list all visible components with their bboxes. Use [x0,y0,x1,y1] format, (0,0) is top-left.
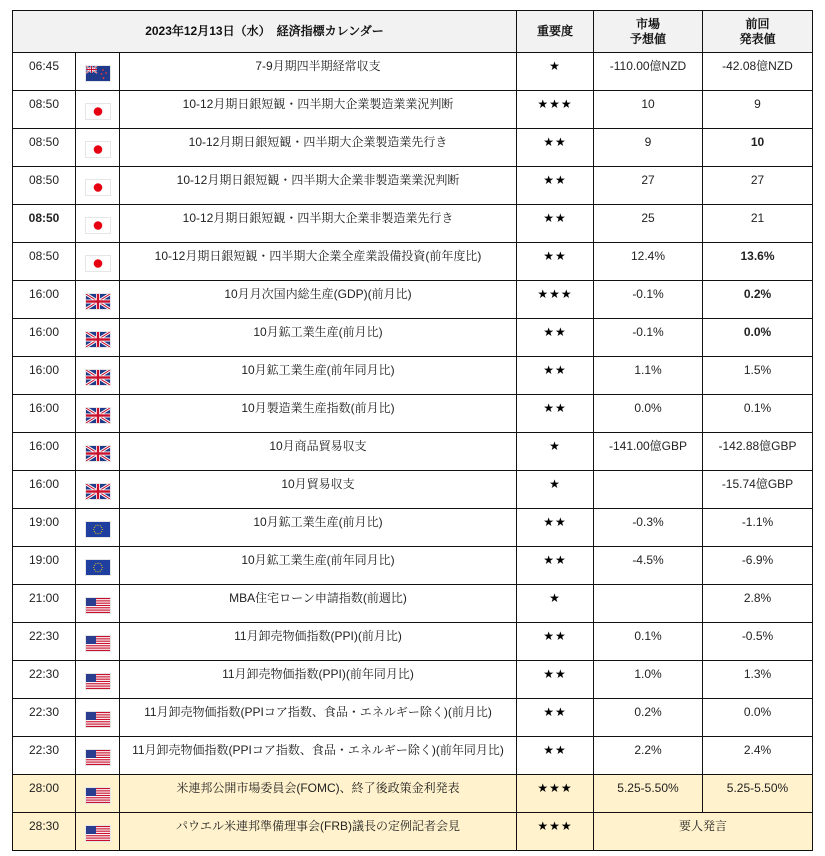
previous-value-text: 21 [750,210,765,225]
forecast-value [594,509,703,547]
event-name-text: 10月鉱工業生産(前月比) [253,325,383,339]
merged-value [594,813,813,851]
importance-stars [517,737,594,775]
forecast-value-text: -141.00億GBP [608,439,688,453]
previous-value-text: 10 [750,134,765,149]
importance-stars [517,813,594,851]
event-time-text: 16:00 [28,400,60,415]
event-name-text: 11月卸売物価指数(PPI)(前月比) [234,629,402,643]
calendar-row [13,623,813,661]
event-time-text: 16:00 [28,438,60,453]
event-name [120,585,517,623]
previous-value [703,509,813,547]
event-time-text: 16:00 [28,476,60,491]
calendar-row [13,699,813,737]
importance-stars [517,775,594,813]
star-icon: ★★ [543,628,567,643]
star-icon: ★★ [543,324,567,339]
forecast-value [594,205,703,243]
japan-flag-icon [86,142,110,157]
event-time-text: 06:45 [28,58,60,73]
japan-flag-icon [86,256,110,271]
previous-value [703,395,813,433]
calendar-row [13,395,813,433]
importance-stars [517,395,594,433]
importance-stars [517,623,594,661]
country-flag-cell [76,129,120,167]
header-row [13,11,813,53]
calendar-row [13,433,813,471]
event-name [120,243,517,281]
country-flag-cell [76,395,120,433]
event-time-text: 22:30 [28,628,60,643]
importance-stars [517,585,594,623]
event-name-text: MBA住宅ローン申請指数(前週比) [229,591,407,605]
event-time [13,205,76,243]
previous-header-line2: 発表値 [739,31,776,46]
forecast-value-text: 0.1% [634,628,662,643]
event-name [120,737,517,775]
event-name [120,281,517,319]
event-name-text: 10月製造業生産指数(前月比) [241,401,395,415]
forecast-value [594,737,703,775]
event-time-text: 16:00 [28,324,60,339]
calendar-row [13,585,813,623]
calendar-row [13,243,813,281]
event-time [13,813,76,851]
star-icon: ★ [549,438,561,453]
star-icon: ★★ [543,742,567,757]
forecast-value-text: 25 [641,210,655,225]
uk-flag-icon [86,332,110,347]
event-time [13,53,76,91]
event-time-text: 08:50 [28,210,60,225]
previous-value-text: -15.74億GBP [721,477,794,491]
calendar-title: 2023年12月13日（水） 経済指標カレンダー [13,11,517,53]
previous-value [703,737,813,775]
previous-value [703,547,813,585]
previous-value [703,319,813,357]
event-time [13,737,76,775]
event-time-text: 08:50 [28,248,60,263]
star-icon: ★★ [543,362,567,377]
event-time [13,623,76,661]
importance-stars [517,433,594,471]
previous-value-text: 9 [754,96,761,111]
event-name-text: パウエル米連邦準備理事会(FRB)議長の定例記者会見 [176,819,460,833]
event-name-text: 11月卸売物価指数(PPIコア指数、食品・エネルギー除く)(前月比) [144,705,492,719]
forecast-value-text: 1.0% [634,666,662,681]
previous-value [703,623,813,661]
previous-header [703,11,813,53]
previous-value-text: 1.5% [743,362,772,377]
previous-value-text: -142.88億GBP [718,439,797,453]
calendar-row [13,357,813,395]
country-flag-cell [76,737,120,775]
previous-value [703,53,813,91]
forecast-value [594,167,703,205]
calendar-row [13,471,813,509]
event-name [120,471,517,509]
importance-stars [517,319,594,357]
event-time [13,395,76,433]
us-flag-icon [86,712,110,727]
event-name-text: 10-12月期日銀短観・四半期大企業非製造業先行き [182,211,454,225]
event-time-text: 16:00 [28,362,60,377]
forecast-value [594,433,703,471]
forecast-value-text: 27 [641,172,655,187]
calendar-row [13,737,813,775]
uk-flag-icon [86,294,110,309]
forecast-value-text: 0.0% [634,400,662,415]
forecast-value [594,623,703,661]
us-flag-icon [86,826,110,841]
previous-value-text: -1.1% [741,514,774,529]
forecast-value [594,775,703,813]
forecast-header-line1: 市場 [635,16,660,31]
star-icon: ★★ [543,666,567,681]
event-time-text: 08:50 [28,172,60,187]
previous-value-text: -42.08億NZD [722,59,793,73]
forecast-value [594,281,703,319]
event-name-text: 10月鉱工業生産(前年同月比) [241,363,395,377]
star-icon: ★★ [543,552,567,567]
star-icon: ★ [549,476,561,491]
event-name-text: 10-12月期日銀短観・四半期大企業非製造業業況判断 [176,173,460,187]
star-icon: ★★★ [537,96,573,111]
eu-flag-icon [86,560,110,575]
importance-stars [517,547,594,585]
event-time [13,129,76,167]
country-flag-cell [76,357,120,395]
forecast-value [594,585,703,623]
forecast-value [594,357,703,395]
calendar-row [13,91,813,129]
event-time [13,547,76,585]
event-name-text: 10-12月期日銀短観・四半期大企業製造業業況判断 [182,97,454,111]
forecast-value-text: 1.1% [634,362,662,377]
event-time-text: 22:30 [28,704,60,719]
event-time [13,281,76,319]
event-time-text: 19:00 [28,552,60,567]
event-name [120,357,517,395]
forecast-value [594,129,703,167]
star-icon: ★★ [543,210,567,225]
forecast-value-text: 2.2% [634,742,662,757]
event-time [13,471,76,509]
uk-flag-icon [86,408,110,423]
event-name-text: 米連邦公開市場委員会(FOMC)、終了後政策金利発表 [176,781,460,795]
previous-value-text: 0.0% [743,704,772,719]
japan-flag-icon [86,218,110,233]
importance-stars [517,243,594,281]
country-flag-cell [76,623,120,661]
event-name [120,623,517,661]
importance-stars [517,357,594,395]
event-name-text: 10月鉱工業生産(前月比) [253,515,383,529]
event-time [13,357,76,395]
forecast-value-text: -0.1% [632,286,664,301]
importance-stars [517,205,594,243]
forecast-value [594,471,703,509]
calendar-row [13,281,813,319]
country-flag-cell [76,585,120,623]
previous-value-text: 27 [750,172,765,187]
forecast-value-text: 9 [644,134,652,149]
forecast-value [594,91,703,129]
event-name [120,813,517,851]
previous-value-text: 13.6% [740,248,775,263]
event-time-text: 16:00 [28,286,60,301]
event-time [13,775,76,813]
previous-value-text: 0.1% [743,400,772,415]
forecast-header-line2: 予想値 [629,31,666,46]
country-flag-cell [76,433,120,471]
forecast-value-text: -0.1% [632,324,664,339]
event-name [120,53,517,91]
country-flag-cell [76,699,120,737]
star-icon: ★ [549,590,561,605]
star-icon: ★★ [543,514,567,529]
economic-calendar-table [12,10,813,851]
previous-value [703,699,813,737]
forecast-value-text: -110.00億NZD [609,59,687,73]
event-time-text: 28:00 [28,780,60,795]
calendar-row [13,661,813,699]
event-name [120,509,517,547]
event-name-text: 10月月次国内総生産(GDP)(前月比) [224,287,412,301]
previous-value [703,471,813,509]
calendar-row [13,319,813,357]
event-name-text: 10月鉱工業生産(前年同月比) [241,553,395,567]
calendar-row [13,547,813,585]
calendar-row [13,167,813,205]
previous-value-text: 0.2% [743,286,772,301]
country-flag-cell [76,319,120,357]
country-flag-cell [76,775,120,813]
importance-stars [517,281,594,319]
event-name [120,395,517,433]
uk-flag-icon [86,484,110,499]
star-icon: ★★★ [537,286,573,301]
previous-header-line1: 前回 [745,16,770,31]
uk-flag-icon [86,370,110,385]
previous-value [703,129,813,167]
event-name-text: 7-9月期四半期経常収支 [255,59,381,73]
forecast-header [594,11,703,53]
new-zealand-flag-icon [86,66,110,81]
previous-value [703,357,813,395]
event-name [120,699,517,737]
us-flag-icon [86,788,110,803]
forecast-value [594,661,703,699]
us-flag-icon [86,636,110,651]
previous-value [703,585,813,623]
event-time [13,433,76,471]
event-name [120,167,517,205]
calendar-row [13,205,813,243]
importance-header: 重要度 [517,11,594,53]
country-flag-cell [76,205,120,243]
previous-value [703,91,813,129]
event-time-text: 21:00 [28,590,60,605]
star-icon: ★★★ [537,818,573,833]
previous-value-text: 1.3% [743,666,772,681]
event-time [13,509,76,547]
country-flag-cell [76,281,120,319]
event-time [13,585,76,623]
event-name-text: 11月卸売物価指数(PPI)(前年同月比) [222,667,414,681]
star-icon: ★ [549,58,561,73]
event-time [13,319,76,357]
previous-value [703,281,813,319]
event-name [120,433,517,471]
forecast-value [594,319,703,357]
forecast-value [594,243,703,281]
country-flag-cell [76,167,120,205]
star-icon: ★★ [543,248,567,263]
event-name [120,775,517,813]
country-flag-cell [76,243,120,281]
event-name [120,91,517,129]
event-time [13,91,76,129]
calendar-row [13,509,813,547]
country-flag-cell [76,813,120,851]
event-name [120,661,517,699]
forecast-value-text: 0.2% [634,704,662,719]
event-time-text: 08:50 [28,134,60,149]
forecast-value-text: -4.5% [632,552,664,567]
importance-stars [517,471,594,509]
event-time-text: 08:50 [28,96,60,111]
previous-value [703,205,813,243]
country-flag-cell [76,53,120,91]
eu-flag-icon [86,522,110,537]
previous-value-text: -0.5% [741,628,774,643]
country-flag-cell [76,509,120,547]
event-name [120,547,517,585]
forecast-value [594,699,703,737]
event-name [120,319,517,357]
event-name [120,129,517,167]
previous-value [703,433,813,471]
us-flag-icon [86,750,110,765]
calendar-row [13,813,813,851]
importance-stars [517,53,594,91]
importance-stars [517,167,594,205]
previous-value-text: 2.8% [743,590,772,605]
star-icon: ★★★ [537,780,573,795]
event-name-text: 10-12月期日銀短観・四半期大企業製造業先行き [188,135,448,149]
previous-value [703,775,813,813]
japan-flag-icon [86,104,110,119]
forecast-value-text: 12.4% [630,248,666,263]
event-name [120,205,517,243]
country-flag-cell [76,91,120,129]
calendar-row [13,129,813,167]
previous-value [703,167,813,205]
forecast-value [594,547,703,585]
previous-value-text: 0.0% [743,324,772,339]
japan-flag-icon [86,180,110,195]
forecast-value [594,395,703,433]
previous-value [703,661,813,699]
event-name-text: 10月商品貿易収支 [269,439,367,453]
previous-value-text: 5.25-5.50% [726,780,789,795]
calendar-row [13,775,813,813]
importance-stars [517,661,594,699]
forecast-value-text: -0.3% [632,514,664,529]
forecast-value-text: 10 [641,96,655,111]
event-time-text: 22:30 [28,742,60,757]
calendar-row [13,53,813,91]
forecast-value [594,53,703,91]
country-flag-cell [76,547,120,585]
importance-stars [517,91,594,129]
event-time-text: 28:30 [28,818,60,833]
merged-value-text: 要人発言 [678,819,727,833]
country-flag-cell [76,661,120,699]
importance-stars [517,509,594,547]
calendar-rows [13,53,813,851]
previous-value [703,243,813,281]
event-time-text: 19:00 [28,514,60,529]
star-icon: ★★ [543,704,567,719]
event-time [13,699,76,737]
event-name-text: 10月貿易収支 [281,477,355,491]
event-name-text: 10-12月期日銀短観・四半期大企業全産業設備投資(前年度比) [154,249,482,263]
event-time [13,167,76,205]
star-icon: ★★ [543,134,567,149]
country-flag-cell [76,471,120,509]
us-flag-icon [86,598,110,613]
previous-value-text: -6.9% [741,552,774,567]
uk-flag-icon [86,446,110,461]
event-time [13,243,76,281]
importance-stars [517,699,594,737]
event-time-text: 22:30 [28,666,60,681]
previous-value-text: 2.4% [743,742,772,757]
importance-stars [517,129,594,167]
forecast-value-text: 5.25-5.50% [617,780,679,795]
star-icon: ★★ [543,400,567,415]
event-time [13,661,76,699]
us-flag-icon [86,674,110,689]
event-name-text: 11月卸売物価指数(PPIコア指数、食品・エネルギー除く)(前年同月比) [132,743,504,757]
star-icon: ★★ [543,172,567,187]
